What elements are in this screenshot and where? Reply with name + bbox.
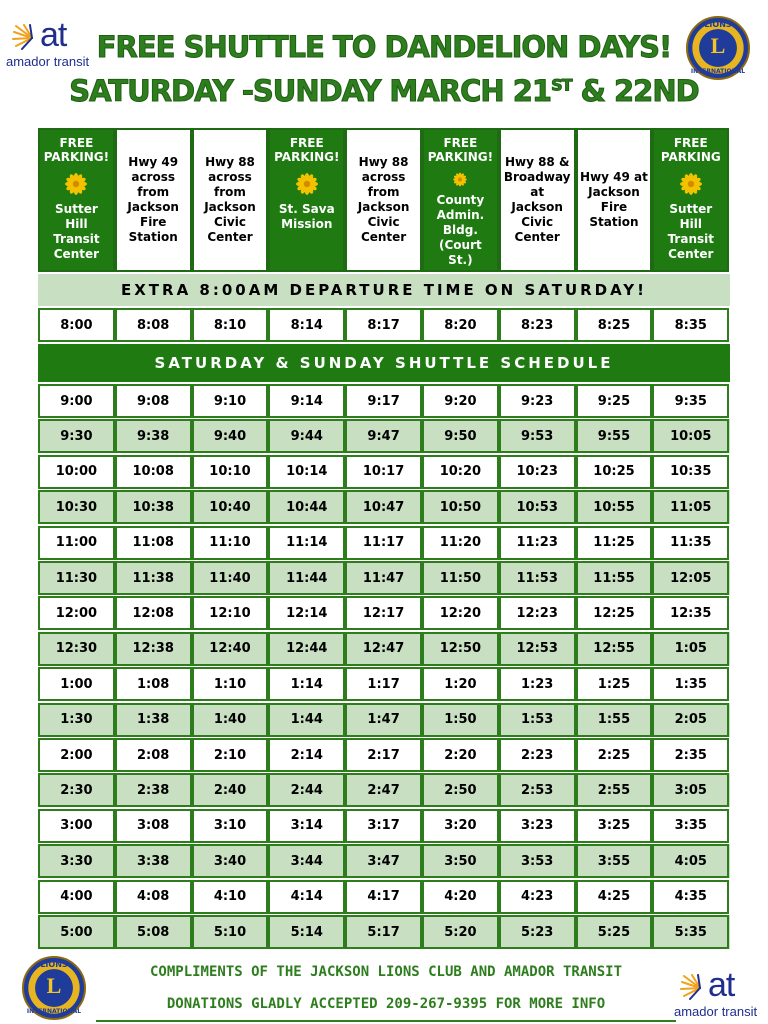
time-cell: 1:10 (192, 667, 269, 701)
time-cell: 12:55 (576, 632, 653, 666)
time-cell: 11:05 (652, 490, 729, 524)
time-cell: 4:10 (192, 880, 269, 914)
time-cell: 3:44 (268, 844, 345, 878)
time-cell: 11:00 (38, 526, 115, 560)
time-cell: 12:38 (115, 632, 192, 666)
time-cell: 12:47 (345, 632, 422, 666)
stop-name: Sutter Hill Transit Center (53, 202, 100, 261)
time-cell: 1:40 (192, 703, 269, 737)
schedule-row (38, 844, 730, 878)
time-cell: 9:35 (652, 384, 729, 418)
donation-info: DONATIONS GLADLY ACCEPTED 209-267-9395 FOR MORE INFO (166, 996, 606, 1012)
schedule-row (38, 419, 730, 453)
time-cell: 2:23 (499, 738, 576, 772)
stop-header-7 (499, 128, 576, 272)
lions-logo-bottom-text: INTERNATIONAL (690, 68, 746, 75)
time-cell: 11:35 (652, 526, 729, 560)
time-cell: 4:25 (576, 880, 653, 914)
time-cell: 3:30 (38, 844, 115, 878)
page-title: FREE SHUTTLE TO DANDELION DAYS! (96, 30, 672, 64)
time-cell: 12:17 (345, 596, 422, 630)
time-cell: 10:40 (192, 490, 269, 524)
time-cell: 12:08 (115, 596, 192, 630)
time-cell: 11:40 (192, 561, 269, 595)
time-cell: 5:14 (268, 915, 345, 949)
time-cell: 10:25 (576, 455, 653, 489)
time-cell: 1:47 (345, 703, 422, 737)
time-cell: 9:00 (38, 384, 115, 418)
time-cell: 11:17 (345, 526, 422, 560)
lions-logo-letter: L (710, 33, 726, 58)
flyer-footer (0, 950, 768, 1024)
time-cell: 9:23 (499, 384, 576, 418)
time-cell: 2:38 (115, 773, 192, 807)
stop-header-8 (576, 128, 653, 272)
time-cell: 8:08 (115, 308, 192, 342)
time-cell: 1:50 (422, 703, 499, 737)
time-cell: 1:25 (576, 667, 653, 701)
time-cell: 9:10 (192, 384, 269, 418)
time-cell: 3:05 (652, 773, 729, 807)
time-cell: 3:08 (115, 809, 192, 843)
time-cell: 2:44 (268, 773, 345, 807)
time-cell: 10:35 (652, 455, 729, 489)
stop-name: St. Sava Mission (278, 202, 335, 231)
time-cell: 9:38 (115, 419, 192, 453)
time-cell: 9:30 (38, 419, 115, 453)
time-cell: 1:14 (268, 667, 345, 701)
time-cell: 3:38 (115, 844, 192, 878)
time-cell: 2:17 (345, 738, 422, 772)
time-cell: 5:20 (422, 915, 499, 949)
time-cell: 12:35 (652, 596, 729, 630)
time-cell: 1:08 (115, 667, 192, 701)
time-cell: 3:23 (499, 809, 576, 843)
stop-header-6 (422, 128, 499, 272)
time-cell: 3:53 (499, 844, 576, 878)
time-cell: 11:10 (192, 526, 269, 560)
amador-logo-word: amador transit (6, 54, 90, 69)
lions-club-logo-footer (22, 956, 86, 1020)
schedule-row (38, 809, 730, 843)
time-cell: 2:40 (192, 773, 269, 807)
time-cell: 9:08 (115, 384, 192, 418)
time-cell: 2:47 (345, 773, 422, 807)
time-cell: 4:00 (38, 880, 115, 914)
time-cell: 11:14 (268, 526, 345, 560)
time-cell: 11:08 (115, 526, 192, 560)
time-cell: 1:20 (422, 667, 499, 701)
stop-name: Sutter Hill Transit Center (667, 202, 714, 261)
time-cell: 10:47 (345, 490, 422, 524)
time-cell: 8:25 (576, 308, 653, 342)
time-cell: 3:40 (192, 844, 269, 878)
event-dates-end: & 22ND (571, 74, 699, 108)
stop-name: Hwy 49 across from Jackson Fire Station (127, 155, 179, 244)
time-cell: 10:14 (268, 455, 345, 489)
time-cell: 3:55 (576, 844, 653, 878)
time-cell: 3:25 (576, 809, 653, 843)
time-cell: 10:30 (38, 490, 115, 524)
schedule-row (38, 880, 730, 914)
time-cell: 9:40 (192, 419, 269, 453)
time-cell: 12:30 (38, 632, 115, 666)
time-cell: 9:17 (345, 384, 422, 418)
schedule-row (38, 915, 730, 949)
stop-header-1 (38, 128, 115, 272)
time-cell: 4:23 (499, 880, 576, 914)
dandelion-icon (679, 172, 703, 196)
time-cell: 11:44 (268, 561, 345, 595)
time-cell: 8:23 (499, 308, 576, 342)
lions-logo-top-text: LIONS (40, 960, 68, 969)
amador-logo-word: amador transit (674, 1004, 758, 1019)
time-cell: 9:53 (499, 419, 576, 453)
dandelion-icon (64, 172, 88, 196)
time-cell: 3:20 (422, 809, 499, 843)
stop-name: Hwy 88 across from Jackson Civic Center (204, 155, 256, 244)
time-cell: 4:05 (652, 844, 729, 878)
time-cell: 12:05 (652, 561, 729, 595)
time-cell: 5:35 (652, 915, 729, 949)
time-cell: 9:20 (422, 384, 499, 418)
time-cell: 9:50 (422, 419, 499, 453)
time-cell: 1:05 (652, 632, 729, 666)
time-cell: 12:10 (192, 596, 269, 630)
stop-name: Hwy 88 across from Jackson Civic Center (357, 155, 410, 244)
time-cell: 11:53 (499, 561, 576, 595)
time-cell: 12:44 (268, 632, 345, 666)
time-cell: 2:00 (38, 738, 115, 772)
time-cell: 1:35 (652, 667, 729, 701)
time-cell: 10:23 (499, 455, 576, 489)
time-cell: 8:20 (422, 308, 499, 342)
free-parking-label: FREE PARKING! (43, 136, 110, 164)
time-cell: 11:47 (345, 561, 422, 595)
schedule-row (38, 632, 730, 666)
time-cell: 10:44 (268, 490, 345, 524)
time-cell: 5:17 (345, 915, 422, 949)
time-cell: 8:00 (38, 308, 115, 342)
time-cell: 11:30 (38, 561, 115, 595)
time-cell: 1:00 (38, 667, 115, 701)
time-cell: 12:25 (576, 596, 653, 630)
time-cell: 3:50 (422, 844, 499, 878)
time-cell: 4:08 (115, 880, 192, 914)
stop-name: Hwy 88 & Broadway at Jackson Civic Center (503, 155, 571, 244)
stop-header-row (38, 128, 730, 272)
stop-header-3 (192, 128, 269, 272)
stop-name: County Admin. Bldg. (Court St.) (436, 193, 485, 267)
time-cell: 9:47 (345, 419, 422, 453)
time-cell: 10:53 (499, 490, 576, 524)
time-cell: 10:20 (422, 455, 499, 489)
time-cell: 11:55 (576, 561, 653, 595)
schedule-row (38, 526, 730, 560)
lions-logo-letter: L (46, 973, 62, 998)
schedule-row (38, 596, 730, 630)
sponsor-credit: COMPLIMENTS OF THE JACKSON LIONS CLUB AND AMADOR TRANSIT (149, 964, 622, 980)
lions-logo-top-text: LIONS (704, 20, 732, 29)
dandelion-icon (448, 172, 472, 187)
time-cell: 12:20 (422, 596, 499, 630)
time-cell: 5:25 (576, 915, 653, 949)
time-cell: 11:20 (422, 526, 499, 560)
time-cell: 5:10 (192, 915, 269, 949)
time-cell: 3:00 (38, 809, 115, 843)
time-cell: 12:50 (422, 632, 499, 666)
time-cell: 8:17 (345, 308, 422, 342)
time-cell: 4:17 (345, 880, 422, 914)
schedule-row (38, 455, 730, 489)
schedule-row (38, 773, 730, 807)
time-cell: 5:23 (499, 915, 576, 949)
stop-header-2 (115, 128, 192, 272)
time-cell: 10:50 (422, 490, 499, 524)
time-cell: 10:00 (38, 455, 115, 489)
time-cell: 2:10 (192, 738, 269, 772)
time-cell: 1:55 (576, 703, 653, 737)
amador-logo-letters: at (40, 16, 67, 54)
time-cell: 1:17 (345, 667, 422, 701)
time-cell: 2:50 (422, 773, 499, 807)
time-cell: 3:14 (268, 809, 345, 843)
flyer-header (0, 0, 768, 126)
time-cell: 4:14 (268, 880, 345, 914)
time-cell: 3:17 (345, 809, 422, 843)
schedule-row (38, 384, 730, 418)
time-cell: 1:44 (268, 703, 345, 737)
time-cell: 3:35 (652, 809, 729, 843)
time-cell: 4:35 (652, 880, 729, 914)
time-cell: 2:55 (576, 773, 653, 807)
time-cell: 2:14 (268, 738, 345, 772)
time-cell: 3:10 (192, 809, 269, 843)
time-cell: 8:14 (268, 308, 345, 342)
schedule-row (38, 490, 730, 524)
time-cell: 11:25 (576, 526, 653, 560)
time-cell: 5:00 (38, 915, 115, 949)
time-cell: 9:25 (576, 384, 653, 418)
free-parking-label: FREE PARKING! (427, 136, 494, 164)
time-cell: 2:30 (38, 773, 115, 807)
time-cell: 11:38 (115, 561, 192, 595)
amador-logo-letters: at (708, 966, 735, 1004)
sunburst-icon (678, 974, 708, 1000)
time-cell: 8:10 (192, 308, 269, 342)
schedule-row (38, 667, 730, 701)
event-dates-main: SATURDAY -SUNDAY MARCH 21 (69, 74, 552, 108)
time-cell: 2:25 (576, 738, 653, 772)
stop-header-5 (345, 128, 422, 272)
time-cell: 12:14 (268, 596, 345, 630)
extra-departure-banner: EXTRA 8:00AM DEPARTURE TIME ON SATURDAY! (38, 274, 730, 306)
schedule-banner: SATURDAY & SUNDAY SHUTTLE SCHEDULE (38, 344, 730, 382)
stop-header-9 (652, 128, 729, 272)
dandelion-icon (295, 172, 319, 196)
extra-departure-row (38, 308, 730, 342)
time-cell: 10:10 (192, 455, 269, 489)
stop-name: Hwy 49 at Jackson Fire Station (580, 170, 648, 229)
schedule-row (38, 703, 730, 737)
time-cell: 2:53 (499, 773, 576, 807)
time-cell: 12:00 (38, 596, 115, 630)
time-cell: 9:14 (268, 384, 345, 418)
event-dates (0, 74, 768, 108)
free-parking-label: FREE PARKING (660, 136, 721, 164)
amador-transit-logo-footer (674, 966, 760, 1024)
time-cell: 8:35 (652, 308, 729, 342)
time-cell: 1:23 (499, 667, 576, 701)
footer-divider (96, 1020, 676, 1022)
time-cell: 12:23 (499, 596, 576, 630)
time-cell: 10:38 (115, 490, 192, 524)
time-cell: 1:38 (115, 703, 192, 737)
time-cell: 10:17 (345, 455, 422, 489)
stop-header-4 (268, 128, 345, 272)
time-cell: 1:53 (499, 703, 576, 737)
schedule-row (38, 561, 730, 595)
time-cell: 9:55 (576, 419, 653, 453)
time-cell: 12:40 (192, 632, 269, 666)
lions-logo-bottom-text: INTERNATIONAL (26, 1008, 82, 1015)
time-cell: 2:08 (115, 738, 192, 772)
time-cell: 11:50 (422, 561, 499, 595)
time-cell: 10:08 (115, 455, 192, 489)
time-cell: 10:05 (652, 419, 729, 453)
time-cell: 3:47 (345, 844, 422, 878)
time-cell: 2:05 (652, 703, 729, 737)
time-cell: 2:35 (652, 738, 729, 772)
time-cell: 4:20 (422, 880, 499, 914)
time-cell: 1:30 (38, 703, 115, 737)
schedule-row (38, 738, 730, 772)
time-cell: 11:23 (499, 526, 576, 560)
time-cell: 2:20 (422, 738, 499, 772)
free-parking-label: FREE PARKING! (274, 136, 340, 164)
event-dates-suffix: ST (551, 75, 572, 95)
time-cell: 9:44 (268, 419, 345, 453)
time-cell: 12:53 (499, 632, 576, 666)
shuttle-schedule-table (38, 128, 730, 950)
time-cell: 10:55 (576, 490, 653, 524)
time-cell: 5:08 (115, 915, 192, 949)
